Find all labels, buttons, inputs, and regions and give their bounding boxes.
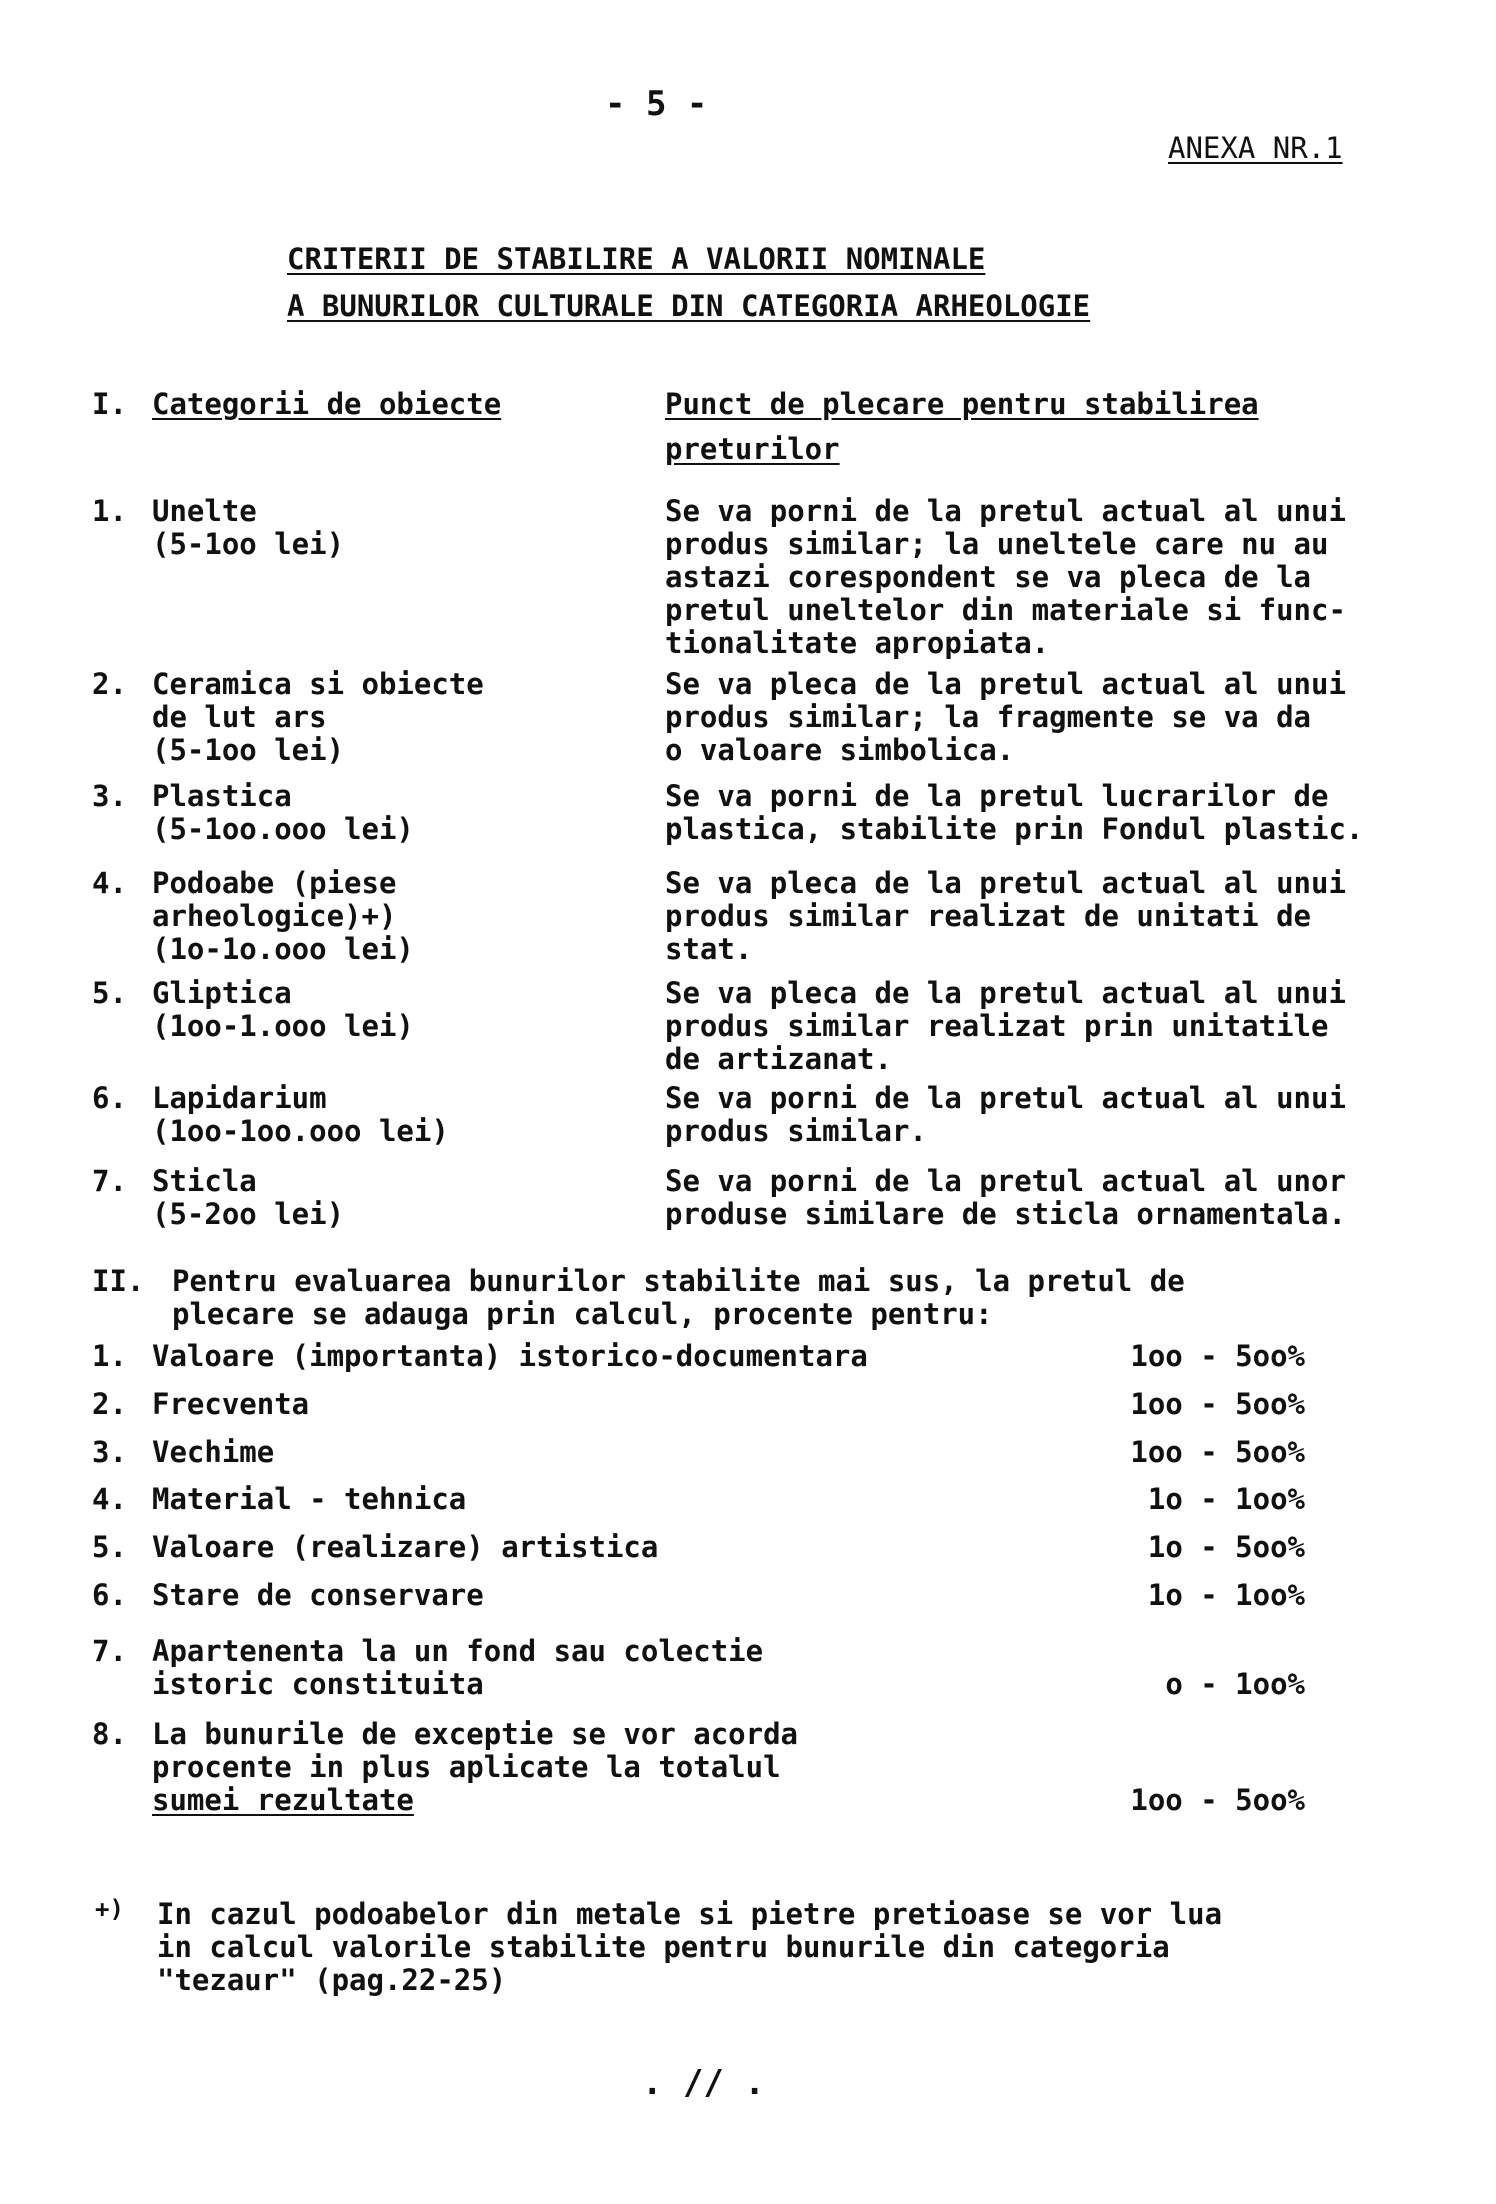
page-end-mark: . // . (642, 2063, 765, 2103)
col-header-categories: Categorii de obiecte (152, 387, 502, 421)
category-description-line: produs similar realizat de unitati de (665, 899, 1312, 933)
footnote-line-2: in calcul valorile stabilite pentru bunurile din categoria (157, 1930, 1170, 1964)
category-name-line: Sticla (152, 1164, 257, 1198)
criterion-number: 3. (92, 1435, 127, 1469)
criterion-number: 2. (92, 1387, 127, 1421)
category-name-line: Lapidarium (152, 1081, 327, 1115)
page-title-line-2: A BUNURILOR CULTURALE DIN CATEGORIA ARHEOLOGIE (287, 289, 1091, 323)
criterion-percent-range: 1oo - 5oo% (1130, 1339, 1305, 1373)
criterion-label-line: Material - tehnica (152, 1482, 467, 1516)
footnote-line-1: In cazul podoabelor din metale si pietre pretioase se vor lua (157, 1897, 1223, 1931)
criterion-label-line: sumei rezultate (152, 1783, 414, 1817)
annex-text: ANEXA NR.1 (1168, 131, 1343, 165)
category-description-line: Se va porni de la pretul actual al unui (665, 494, 1346, 528)
page-number: - 5 - (605, 84, 708, 124)
category-description-line: o valoare simbolica. (665, 733, 1015, 767)
criterion-percent-range: o - 1oo% (1165, 1667, 1305, 1701)
category-name-line: (5-1oo lei) (152, 527, 345, 561)
category-description-line: produs similar; la fragmente se va da (665, 700, 1312, 734)
footnote-mark: +) (95, 1895, 124, 1923)
criterion-percent-range: 1oo - 5oo% (1130, 1387, 1305, 1421)
section-2-roman: II. (92, 1264, 145, 1298)
criterion-percent-range: 1oo - 5oo% (1130, 1783, 1305, 1817)
section-2-intro-line-2: plecare se adauga prin calcul, procente pentru: (172, 1297, 993, 1331)
category-name-line: arheologice)+) (152, 899, 397, 933)
category-description-line: produs similar. (665, 1114, 927, 1148)
category-name-line: Podoabe (piese (152, 866, 397, 900)
criterion-label-line: Valoare (importanta) istorico-documentara (152, 1339, 868, 1373)
category-number: 5. (92, 976, 127, 1010)
criterion-percent-range: 1o - 1oo% (1147, 1578, 1305, 1612)
col-header-start-line-1: Punct de plecare pentru stabilirea (665, 387, 1259, 421)
criterion-label-line: istoric constituita (152, 1667, 484, 1701)
category-name-line: (5-2oo lei) (152, 1197, 345, 1231)
criterion-percent-range: 1o - 1oo% (1147, 1482, 1305, 1516)
category-name-line: (1o-1o.ooo lei) (152, 932, 414, 966)
criterion-label-line: Vechime (152, 1435, 275, 1469)
category-description-line: produse similare de sticla ornamentala. (665, 1197, 1346, 1231)
criterion-number: 8. (92, 1717, 127, 1751)
category-description-line: Se va pleca de la pretul actual al unui (665, 667, 1346, 701)
category-description-line: Se va pleca de la pretul actual al unui (665, 976, 1346, 1010)
criterion-label-line: La bunurile de exceptie se vor acorda (152, 1717, 799, 1751)
category-description-line: Se va porni de la pretul actual al unor (665, 1164, 1346, 1198)
category-name-line: (1oo-1.ooo lei) (152, 1009, 414, 1043)
category-description-line: tionalitate apropiata. (665, 626, 1050, 660)
category-number: 7. (92, 1164, 127, 1198)
criterion-number: 4. (92, 1482, 127, 1516)
category-name-line: de lut ars (152, 700, 327, 734)
category-name-line: (5-1oo lei) (152, 733, 345, 767)
category-description-line: astazi corespondent se va pleca de la (665, 560, 1312, 594)
category-description-line: produs similar; la uneltele care nu au (665, 527, 1329, 561)
category-description-line: Se va porni de la pretul lucrarilor de (665, 779, 1329, 813)
category-description-line: pretul uneltelor din materiale si func- (665, 593, 1346, 627)
annex-label (1168, 132, 1343, 165)
page-title-line-1: CRITERII DE STABILIRE A VALORII NOMINALE (287, 242, 986, 276)
criterion-number: 5. (92, 1530, 127, 1564)
section-1-roman: I. (92, 387, 127, 421)
criterion-number: 7. (92, 1634, 127, 1668)
criterion-label-line: Apartenenta la un fond sau colectie (152, 1634, 764, 1668)
category-name-line: Unelte (152, 494, 257, 528)
category-number: 1. (92, 494, 127, 528)
criterion-label-line: procente in plus aplicate la totalul (152, 1750, 781, 1784)
criterion-percent-range: 1o - 5oo% (1147, 1530, 1305, 1564)
category-name-line: (5-1oo.ooo lei) (152, 812, 414, 846)
category-description-line: produs similar realizat prin unitatile (665, 1009, 1329, 1043)
category-number: 6. (92, 1081, 127, 1115)
category-name-line: Plastica (152, 779, 292, 813)
category-name-line: Ceramica si obiecte (152, 667, 484, 701)
criterion-label-line: Stare de conservare (152, 1578, 484, 1612)
criterion-label-line: Valoare (realizare) artistica (152, 1530, 659, 1564)
criterion-label-line: Frecventa (152, 1387, 310, 1421)
category-number: 3. (92, 779, 127, 813)
criterion-percent-range: 1oo - 5oo% (1130, 1435, 1305, 1469)
col-header-start-line-2: preturilor (665, 432, 840, 466)
category-description-line: plastica, stabilite prin Fondul plastic. (665, 812, 1364, 846)
category-description-line: Se va pleca de la pretul actual al unui (665, 866, 1346, 900)
footnote-line-3: "tezaur" (pag.22-25) (157, 1963, 507, 1997)
category-number: 4. (92, 866, 127, 900)
category-description-line: de artizanat. (665, 1042, 892, 1076)
section-2-intro-line-1: Pentru evaluarea bunurilor stabilite mai sus, la pretul de (172, 1264, 1185, 1298)
category-number: 2. (92, 667, 127, 701)
criterion-number: 6. (92, 1578, 127, 1612)
category-description-line: Se va porni de la pretul actual al unui (665, 1081, 1346, 1115)
criterion-number: 1. (92, 1339, 127, 1373)
category-name-line: (1oo-1oo.ooo lei) (152, 1114, 449, 1148)
category-name-line: Gliptica (152, 976, 292, 1010)
category-description-line: stat. (665, 932, 753, 966)
